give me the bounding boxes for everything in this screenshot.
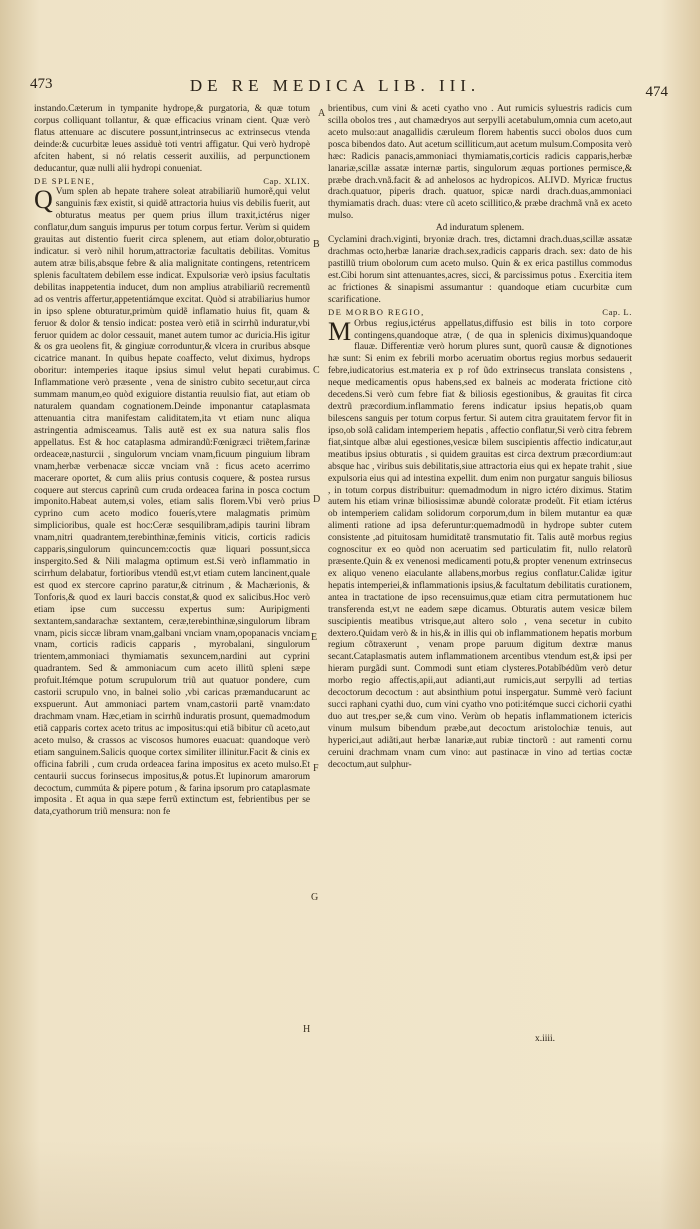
running-header bbox=[30, 76, 668, 104]
chapter-title: DE SPLENE, bbox=[34, 175, 96, 186]
left-column bbox=[34, 104, 310, 819]
subheading: Ad induratum splenem. bbox=[435, 223, 525, 234]
paragraph bbox=[328, 316, 632, 772]
margin-letter-d: D bbox=[313, 494, 321, 505]
running-title: DE RE MEDICA LIB. III. bbox=[189, 76, 481, 95]
margin-letter-c: C bbox=[313, 365, 320, 376]
margin-letter-b: B bbox=[313, 239, 320, 250]
right-column bbox=[328, 104, 632, 772]
margin-letter-f: F bbox=[313, 763, 319, 774]
page-number-right: 474 bbox=[645, 84, 668, 100]
drop-cap: Q bbox=[34, 185, 53, 215]
chapter-heading bbox=[34, 176, 310, 188]
chapter-title: DE MORBO REGIO, bbox=[328, 306, 425, 317]
chapter-heading bbox=[328, 307, 632, 319]
drop-cap: M bbox=[328, 316, 352, 346]
paragraph: brientibus, cum vini & aceti cyatho vno . Aut rumicis syluestris radicis cum scilla obolos tres , aut chamædryos aut serpylli acetabulum,omnia cum aceto,aut aceto mulso:aut anagallidis cæruleum florem habentis succi obolos duos cum posca bibendos dato. Aut acetum scilliticum,aut acetum mulsum.Composita verò hæc: Radicis panacis,ammoniaci thymiamatis,corticis radicis capparis,herbæ lanariæ,scillæ assatæ internæ partis, singulorum æquas portiones permisce,& præbe drach.vnã.facit & ad anhelosos ac hydropicos. ALIVD. Myricæ fructus drach.quatuor, piperis drach. quatuor, spicæ nardi drach.duas,ammoniaci thymiamatis drach. duas: vtere cũ aceto scillitico,& præbe drachmã vnã ex aceto mulso. bbox=[328, 104, 632, 222]
paragraph: instando.Cæterum in tympanite hydrope,& purgatoria, & quæ totum corpus colliquant tollantur, & quæ efficacius vrinam cient. Quæ verò flatus attenuare ac discutere possunt,intrinsecus ac extrinsecus vtenda deinde:& cucurbitæ leues assiduè toti ventri affigatur. Qui verò hydropè afciten habent, si nó relatis cesserit auxiliis, ad perpunctionem deducantur, quæ nulli alii hydropi conueniat. bbox=[34, 104, 310, 174]
margin-letter-g: G bbox=[311, 892, 319, 903]
page-foot-shading bbox=[0, 1140, 700, 1229]
margin-letter-a: A bbox=[318, 108, 326, 119]
chapter-number: Cap. L. bbox=[602, 306, 632, 317]
paragraph bbox=[34, 187, 310, 819]
signature-mark: x.iiii. bbox=[535, 1034, 556, 1044]
paragraph: Cyclamini drach.viginti, bryoniæ drach. tres, dictamni drach.duas,scillæ assatæ drachmas octo,herbæ lanariæ drach.sex,radicis capparis drach. sex: dato de his pastillũ trium obolorum cum aceto mulso. Quin & ex erica pastillus commodus est.Cibi horum sint attenuantes,acres, sicci, & parcissimus potus . Exercitia item ac frictiones & sinapismi assumantur : quandoque etiam cucurbitæ cum scarificatione. bbox=[328, 235, 632, 305]
page-number-left: 473 bbox=[30, 76, 53, 92]
paragraph-text: Orbus regius,ictérus appellatus,diffusio est bilis in toto corpore contingens,quandoque atræ, ( de qua in splenicis diximus)quandoque flauæ. Differentiæ verò horum plures sunt, quorũ causæ & dignotiones hæ sunt: Si enim ex febrili morbo aceruatim obortus regius morbus sedauerit febre,iudicatorius est.materia ex p rof ũdo extrinsecus translata consistens , neque medicamentis opus habens,sed ex balneis ac moderata frictione citò decedens.Si verò cum febre fiat & biliosis egestionibus, & grauitas fit circa dextrũ præcordium.inflammatio ferens indicatur ipsius hepatis,ob quam bilescens sanguis per totum corpus fertur. Si autem citra grauitatem fervor fit in ipso,ob solã calidam intemperiem hepatis , affectio conflatur,Si verò citra febrem fiat,sintque albæ alui egestiones,vesicæ bilem suscipientis affectio indicatur,aut meatibus ipsius obturatis , si quidem grauitas est circa dextrum præcordium:aut absque hac , viribus suis debilitatis,siue attractoria eius qui ex hepate trahit , siue expulsoria eius qui ad intestina expellit. dum enim non purgatur sanguis biliosus , in totum corpus distribuitur: quemadmodum in nigro ictéro diximus. Statim autem his etiam vrinæ biliosissimæ abundè coloratæ prodeũt. Fit etiam ictérus ob intemperiem calidam solidorum corporum,dum in bilem mutantur ea quæ alimenti ratione ad ipsa deferuntur:quemadmodũ in hydrope subter cutem consistente ,ad pituitosam humiditatẽ transmutatio fit. Talis autẽ morbus regius cognoscitur ex eo quòd non aceruatim sed particulatim fit, nullo relatorũ præsente.Quin & ex venenosi medicamenti potu,& propter venenum extrinsecus ex aliquo veneno eiaculante allabens,morbus regius conflatur.Calidæ igitur hepatis intemperiei,& inflammationis ipsius,& facultatum debilitatis curationem, antea in tractatione de ipso recensuimus,quæ etiam citra permutationem huc transferenda est,vt ne eadem sæpe dicamus. Obturatis autem vesicæ bilem suscipientis meatibus vtrisque,aut altero solo , vena secetur in cubito dextero.Quidam verò & in his,& in illis qui ob inflammationem hepatis morbum regium cõtraxerunt , venam prope paruum digitum dextræ manus secant.Cataplasmatis autem inflammationem arcentibus vtendum est,& ipsi per hieram purgãdi sunt. Commodi sunt etiam clysteres.Potabĩbédũm verò detur morbo regio affectis,apii,aut adianti,aut rumicis,aut serpylli ad tertias decoctorum decoctum : aut absinthium potui inspergatur. Summè verò faciunt succi raphani cyathi duo, cum vini cyatho vno poti:itémque succi cichorii cyathi duo aut tres,per se,& cum vino. Verùm ob hepatis inflammationem ictericis vinum mulsum bibendum præbe,aut decoctum aristolochiæ tenuis, aut hyperici,aut adiãti,aut herbæ lanariæ,aut rubiæ tinctorũ : aut ramenti cornu ceruini drachmam vnam cum vino: aut pastinacæ in vino ad tertias coctæ decoctum,aut sulphur- bbox=[328, 318, 632, 770]
chapter-number: Cap. XLIX. bbox=[263, 175, 310, 186]
paragraph-text: Vum splen ab hepate trahere soleat atrabiliariũ humorẽ,qui velut sanguinis fæx existit, si quidẽ attractoria huius vis debilis fuerit, aut obturatus meatus per quem prius illum traxit,ictérus niger conflatur,dum sanguis impurus per totum corpus fertur. Verùm si quidem grauitas aut distentio fuerit circa splenem, aut etiam dolor,obturatio indicatur. si verò nihil horum,attractoriæ facultatis debilitas. Vomitus autem atræ bilis,absque febre & alia malignitate contingens, retentricem splenis facultatem debilem esse indicat. Expulsoriæ verò ipsius facultatis debilitas inappetentia inducet, dum non amplius atrabiliariũ recrementũ ad os ventris affertur,appetentiámque excitat. Quòd si atrabiliarius humor in ipso splene obturatur,primùm quidẽ inflamatio huius fit, quam & feruor & dolor & tensio indicat: postea verò etiã in scirrhũ induratur,vbi feruor quidem ac dolor cessauit, manet autem tumor ac duricia.His igitur & os gra ueolens fit, & gingiuæ corroduntur,& vlcera in cruribus absque cicatrice manant. In quibus hepate coaffecto, velut diximus, hydrops oboritur: intemperies itaque ipsius simul velut hepati curabimus. Inflammatione verò præsente , vena de sinistro cubito secetur,aut circa summam manum,eo quòd exiguiore distantia reuulsio fiat, aut etiam ob naturalem quandam cognationem.Deinde imponantur cataplasmata attenuantia citra manifestam caliditatem,ita vt etiam nunc aliqua astringentia admisceamus. Talis autẽ est ex sua natura salis flos appellatus. Est & hoc cataplasma admirandũ:Fœnigræci triẽtem,farinæ ordeaceæ,nasturcii , singulorum vnciam vnam,ficuum pinguium libram vnam,herbæ verbenacæ siccæ vnciam vnã : ficus aceto acerrimo macerare oportet, & cum aliis prius contusis coquere, & postea rursus coquere aut stercus caprinũ cum cruda ordeacea farina in posca coctum imponito.Habeat autem,si voles, etiam salis florem.Vbi verò prius cyprino cum aceto modico fouerís,vtere malagmatis primùm simplicioribus, quale est hoc:Ceræ sesquilibram,adipis taurini libram vnam,nitri quadrantem,terebinthinæ,feminis viticis, corticis radicis capparis,singulorum quincuncem:coctis quæ liquari possunt,sicca inspergito.Sed & Nili malagma optimum est.Si verò inflammatio in scirrhum delabatur, fortioribus vtendũ est,vt etiam cutem lancinent,quale est quod ex stercore caprino paratur,& citrinum , & Machærionis, & Tonforis,& quod ex lauri baccis constat,& quod ex salicibus.Hoc verò etiam ipse cum successu expertus sum: Auripigmenti sextantem,sandarachæ sextantem, ceræ,terebinthinæ,singulorum libram vnam, picis siccæ libram vnam,galbani vnciam vnam,opopanacis vnciam vnam, corticis radicis capparis , myrobalani, singulorum trientem,ammoniaci thymiamatis sexuncem,nardini aut cyprini quadrantem. Sed & ammoniacum cum aceto illitũ spleni sæpe profuit.Itémque potum scrupulorum triũ aut quatuor pondere, cum castorii scrupulo vno, in balnei solio ,vbi caricas præmanducarunt ac exspuerunt. Aut ammoniaci partem vnam,castorii partẽ vnam:dato drachmam vnam. Hæc,etiam in scirrhũ induratis prosunt, quemadmodum etiã capparis cortex aceto tritus ac impositus:qui etiã bibitur cũ aceto,aut aceto mulso, & crassos ac viscosos humores euacuat: quandoque verò etiam sanguinem.Salicis quoque cortex similiter illinitur.Facit & cinis ex officina fabrili , cum cruda ordeacea farina impositus ex aceto mulso.Et centaurii succus forinsecus impositus,& potus.Et lupinorum amarorum decoctum, cummúta & pipere potum , & farina ipsorum pro cataplasmate imposita . Et aqua in qua sæpe ferrũ extinctum est, febrientibus per se data,cyathorum triũ mensura: non fe bbox=[34, 187, 310, 818]
margin-letter-h: H bbox=[303, 1024, 311, 1035]
margin-letter-e: E bbox=[311, 632, 318, 643]
